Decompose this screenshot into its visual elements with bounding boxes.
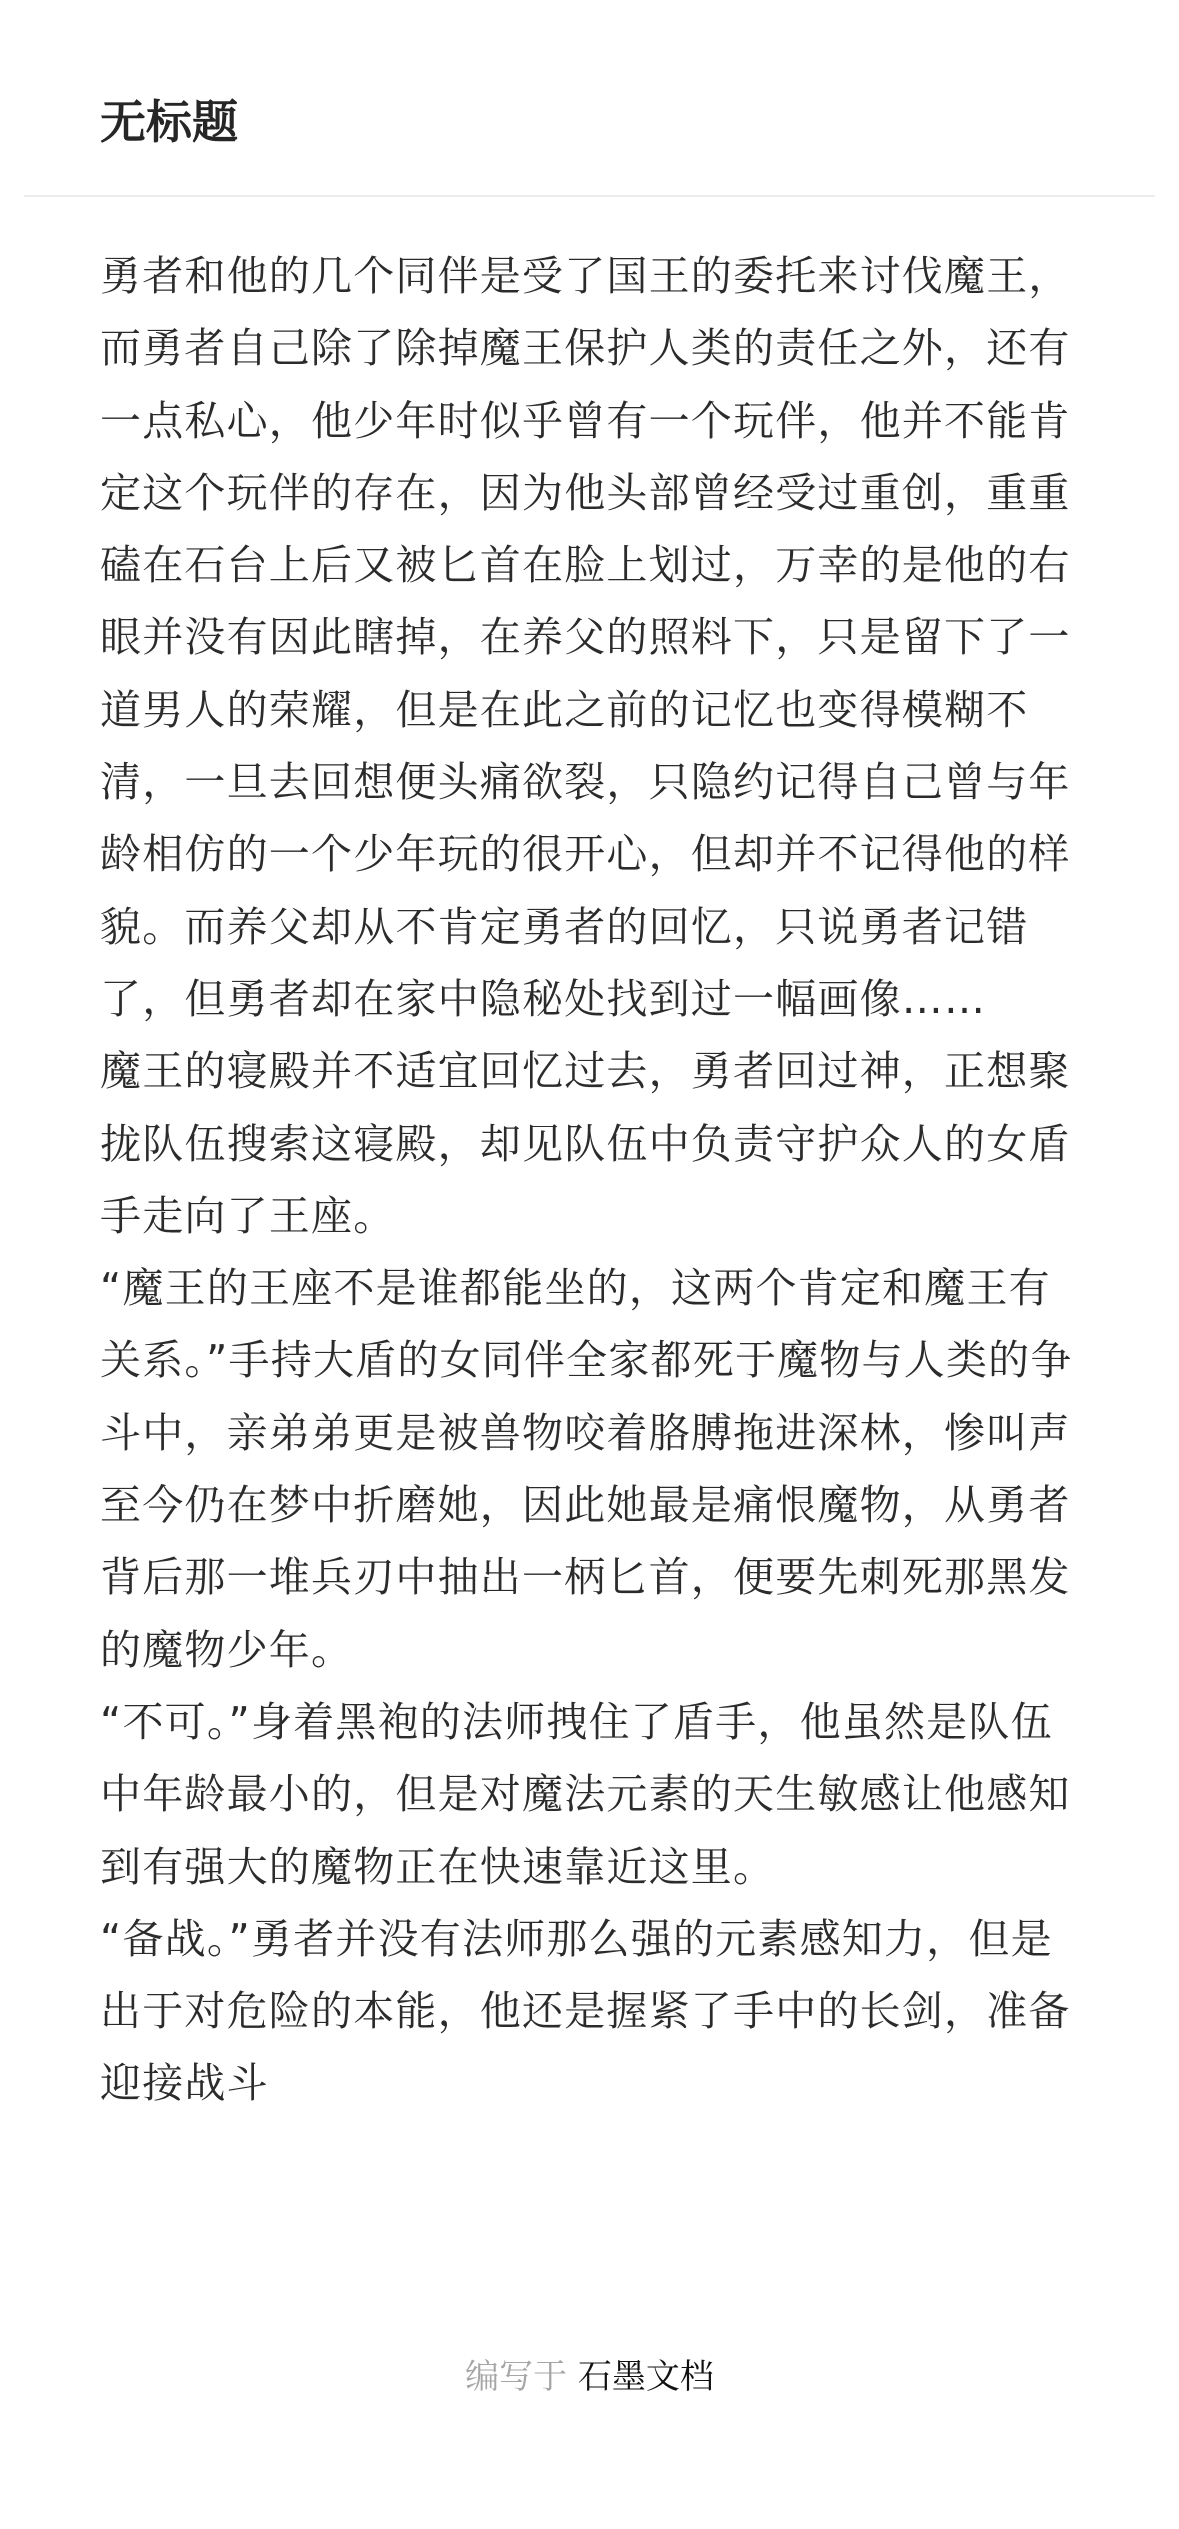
paragraph: 勇者和他的几个同伴是受了国王的委托来讨伐魔王，而勇者自己除了除掉魔王保护人类的责任之外，还有一点私心，他少年时似乎曾有一个玩伴，他并不能肯定这个玩伴的存在，因为他头部曾经受过重创，重重磕在石台上后又被匕首在脸上划过，万幸的是他的右眼并没有因此瞎掉，在养父的照料下，只是留下了一道男人的荣耀，但是在此之前的记忆也变得模糊不清，一旦去回想便头痛欲裂，只隐约记得自己曾与年龄相仿的一个少年玩的很开心，但却并不记得他的样貌。而养父却从不肯定勇者的回忆，只说勇者记错了，但勇者却在家中隐秘处找到过一幅画像……: [100, 252, 1071, 1023]
document-body: [100, 240, 1075, 2120]
footer-brand-link[interactable]: 石墨文档: [577, 2357, 714, 2397]
paragraph: “不可。”身着黑袍的法师拽住了盾手，他虽然是队伍中年龄最小的，但是对魔法元素的天生敏感让他感知到有强大的魔物正在快速靠近这里。: [100, 1697, 1071, 1891]
paragraph: “备战。”勇者并没有法师那么强的元素感知力，但是出于对危险的本能，他还是握紧了手中的长剑，准备迎接战斗: [100, 1914, 1071, 2108]
footer-prefix: 编写于: [465, 2357, 568, 2397]
footer-attribution: [0, 2352, 1179, 2402]
document-title: 无标题: [100, 95, 238, 149]
document-header: [0, 0, 1179, 196]
paragraph: “魔王的王座不是谁都能坐的，这两个肯定和魔王有关系。”手持大盾的女同伴全家都死于魔物与人类的争斗中，亲弟弟更是被兽物咬着胳膊拖进深林，惨叫声至今仍在梦中折磨她，因此她最是痛恨魔物，从勇者背后那一堆兵刃中抽出一柄匕首，便要先刺死那黑发的魔物少年。: [100, 1264, 1073, 1674]
paragraph: 魔王的寝殿并不适宜回忆过去，勇者回过神，正想聚拢队伍搜索这寝殿，却见队伍中负责守护众人的女盾手走向了王座。: [100, 1047, 1071, 1240]
header-divider: [24, 195, 1155, 197]
